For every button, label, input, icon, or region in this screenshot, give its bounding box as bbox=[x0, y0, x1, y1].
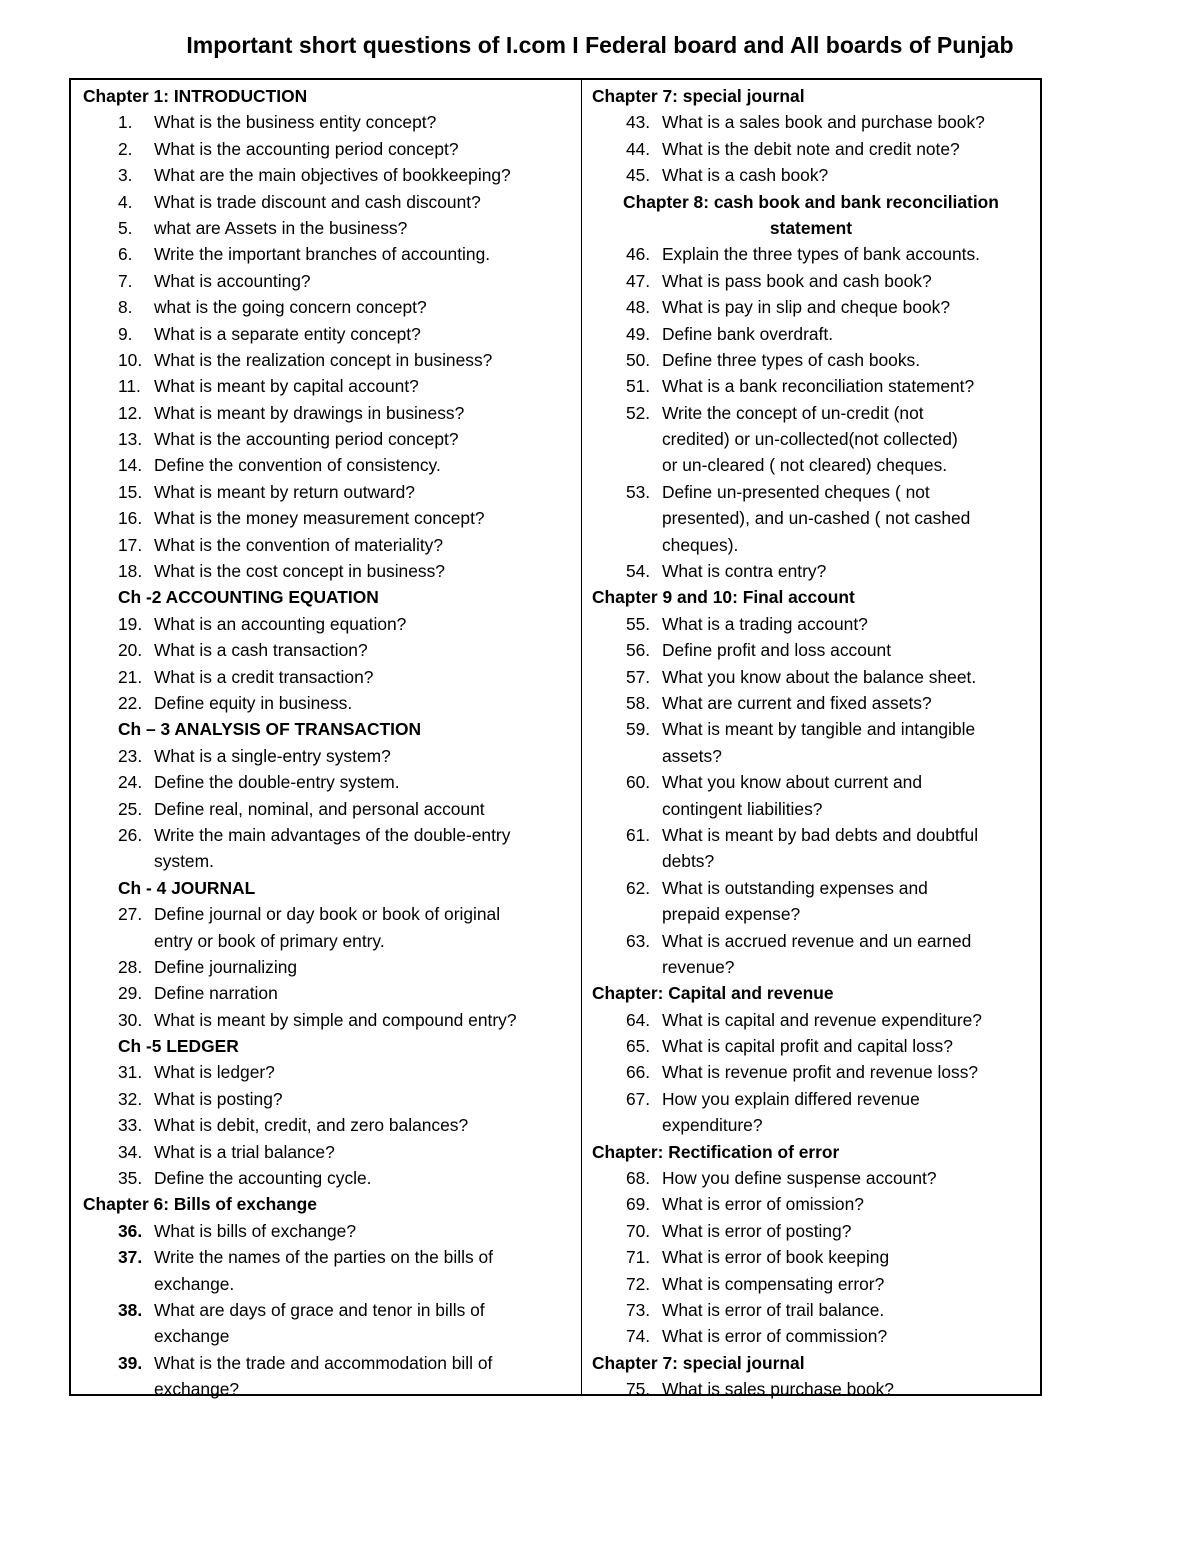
question-number: 11. bbox=[118, 376, 141, 397]
chapter-heading: Ch - 4 JOURNAL bbox=[118, 877, 256, 898]
question-number: 64. bbox=[625, 1009, 651, 1030]
question-number: 1. bbox=[118, 112, 133, 133]
question-number: 28. bbox=[118, 956, 143, 977]
question-item bbox=[582, 769, 1040, 795]
question-item bbox=[71, 1059, 581, 1085]
question-number: 61. bbox=[625, 824, 651, 845]
question-number: 13. bbox=[118, 429, 143, 450]
question-text: Define journalizing bbox=[154, 956, 298, 977]
question-number: 24. bbox=[118, 772, 143, 793]
question-item bbox=[71, 294, 581, 320]
question-text: What is the debit note and credit note? bbox=[661, 138, 960, 159]
question-number: 21. bbox=[118, 666, 143, 687]
question-number: 29. bbox=[118, 983, 143, 1004]
question-number: 39. bbox=[118, 1352, 143, 1373]
question-text: Write the concept of un-credit (not bbox=[661, 402, 924, 423]
question-number: 25. bbox=[118, 798, 143, 819]
question-number: 8. bbox=[118, 297, 133, 318]
question-item bbox=[71, 426, 581, 452]
question-number: 67. bbox=[625, 1088, 651, 1109]
question-item bbox=[71, 452, 581, 478]
question-item bbox=[582, 1007, 1040, 1033]
question-number: 6. bbox=[118, 244, 133, 265]
question-continuation bbox=[582, 954, 1040, 980]
question-item bbox=[71, 400, 581, 426]
question-continuation bbox=[71, 928, 581, 954]
question-text: What is a credit transaction? bbox=[154, 666, 374, 687]
question-continuation bbox=[582, 743, 1040, 769]
question-item bbox=[582, 479, 1040, 505]
question-item bbox=[71, 637, 581, 663]
chapter-heading: Chapter 1: INTRODUCTION bbox=[83, 86, 308, 106]
left-column bbox=[71, 80, 582, 1400]
question-item bbox=[582, 1323, 1040, 1349]
question-number: 54. bbox=[625, 561, 651, 582]
question-text: entry or book of primary entry. bbox=[154, 930, 385, 951]
question-text: What is a sales book and purchase book? bbox=[661, 112, 985, 133]
question-text: What is the accounting period concept? bbox=[154, 429, 459, 450]
question-number: 73. bbox=[625, 1299, 651, 1320]
question-text: What is the business entity concept? bbox=[154, 112, 437, 133]
question-text: What is an accounting equation? bbox=[154, 613, 407, 634]
question-item bbox=[582, 690, 1040, 716]
question-text: What you know about the balance sheet. bbox=[661, 666, 977, 687]
question-text: What is error of commission? bbox=[661, 1326, 888, 1347]
question-item bbox=[582, 1033, 1040, 1059]
question-item bbox=[582, 162, 1040, 188]
question-item bbox=[71, 373, 581, 399]
question-text: assets? bbox=[661, 745, 722, 766]
question-text: what is the going concern concept? bbox=[154, 297, 427, 318]
question-text: What is accounting? bbox=[154, 270, 311, 291]
question-number: 7. bbox=[118, 270, 133, 291]
question-text: Define journal or day book or book of original bbox=[154, 904, 501, 925]
question-item bbox=[582, 268, 1040, 294]
question-continuation bbox=[582, 1112, 1040, 1138]
question-text: Define un-presented cheques ( not bbox=[661, 481, 930, 502]
question-text: What is outstanding expenses and bbox=[661, 877, 928, 898]
question-continuation bbox=[71, 848, 581, 874]
question-item bbox=[582, 1244, 1040, 1270]
question-text: Write the names of the parties on the bills of bbox=[154, 1247, 493, 1268]
question-item bbox=[71, 796, 581, 822]
question-number: 65. bbox=[625, 1036, 651, 1057]
question-text: presented), and un-cashed ( not cashed bbox=[661, 508, 971, 529]
questions-table bbox=[69, 78, 1042, 1400]
question-number: 58. bbox=[625, 692, 651, 713]
question-text: exchange. bbox=[154, 1273, 235, 1294]
question-text: What is the trade and accommodation bill of bbox=[154, 1352, 493, 1373]
question-number: 68. bbox=[625, 1168, 651, 1189]
question-number: 51. bbox=[625, 376, 651, 397]
question-text: What is debit, credit, and zero balances? bbox=[154, 1115, 469, 1136]
question-text: What is ledger? bbox=[154, 1062, 275, 1083]
chapter-heading: Chapter 7: special journal bbox=[591, 1352, 805, 1373]
question-item bbox=[71, 1244, 581, 1270]
question-number: 10. bbox=[118, 349, 143, 370]
question-number: 66. bbox=[625, 1062, 651, 1083]
question-text: What is trade discount and cash discount? bbox=[154, 191, 481, 212]
question-text: What is a trial balance? bbox=[154, 1141, 335, 1162]
question-item bbox=[582, 716, 1040, 742]
question-text: What is the accounting period concept? bbox=[154, 138, 459, 159]
question-continuation bbox=[582, 426, 1040, 452]
question-text: expenditure? bbox=[661, 1115, 763, 1136]
question-item bbox=[71, 1350, 581, 1376]
question-text: Define bank overdraft. bbox=[661, 323, 834, 344]
question-text: What is meant by bad debts and doubtful bbox=[661, 824, 979, 845]
question-item bbox=[71, 980, 581, 1006]
question-item bbox=[582, 321, 1040, 347]
question-number: 3. bbox=[118, 165, 133, 186]
question-number: 47. bbox=[625, 270, 651, 291]
chapter-heading: Chapter 9 and 10: Final account bbox=[591, 587, 855, 608]
question-text: Define profit and loss account bbox=[661, 640, 892, 661]
question-number: 45. bbox=[625, 165, 651, 186]
question-number: 38. bbox=[118, 1299, 143, 1320]
question-text: What is pay in slip and cheque book? bbox=[661, 297, 951, 318]
question-item bbox=[71, 1218, 581, 1244]
page-title: Important short questions of I.com I Federal board and All boards of Punjab bbox=[186, 32, 1014, 58]
question-item bbox=[71, 664, 581, 690]
question-number: 36. bbox=[118, 1220, 143, 1241]
question-text: Define the accounting cycle. bbox=[154, 1168, 372, 1189]
question-text: What is contra entry? bbox=[661, 561, 827, 582]
question-item bbox=[71, 901, 581, 927]
question-number: 12. bbox=[118, 402, 143, 423]
question-item bbox=[582, 611, 1040, 637]
question-text: What is capital and revenue expenditure? bbox=[661, 1009, 982, 1030]
question-text: What is sales purchase book? bbox=[661, 1379, 894, 1400]
question-number: 75. bbox=[625, 1379, 651, 1400]
question-text: What is error of posting? bbox=[661, 1220, 852, 1241]
question-item bbox=[71, 558, 581, 584]
question-item bbox=[71, 1139, 581, 1165]
question-continuation bbox=[71, 1323, 581, 1349]
question-item bbox=[582, 347, 1040, 373]
question-text: What is a cash book? bbox=[661, 165, 829, 186]
question-text: What is the realization concept in business? bbox=[154, 349, 493, 370]
question-number: 31. bbox=[118, 1062, 143, 1083]
question-text: What is capital profit and capital loss? bbox=[661, 1036, 953, 1057]
question-item bbox=[71, 1086, 581, 1112]
question-number: 22. bbox=[118, 692, 143, 713]
right-column bbox=[582, 80, 1040, 1400]
question-text: What are the main objectives of bookkeeping? bbox=[154, 165, 511, 186]
question-item bbox=[582, 136, 1040, 162]
question-text: system. bbox=[154, 851, 214, 872]
question-number: 17. bbox=[118, 534, 143, 555]
question-item bbox=[582, 1297, 1040, 1323]
question-item bbox=[582, 928, 1040, 954]
question-item bbox=[71, 479, 581, 505]
question-text: Define three types of cash books. bbox=[661, 349, 921, 370]
question-text: What is meant by capital account? bbox=[154, 376, 419, 397]
question-text: Define real, nominal, and personal account bbox=[154, 798, 485, 819]
question-item bbox=[582, 1271, 1040, 1297]
question-item bbox=[71, 532, 581, 558]
question-text: What is the cost concept in business? bbox=[154, 561, 445, 582]
question-number: 4. bbox=[118, 191, 133, 212]
question-text: What is the convention of materiality? bbox=[154, 534, 444, 555]
question-continuation bbox=[71, 1271, 581, 1297]
question-text: debts? bbox=[661, 851, 715, 872]
question-text: What is error of book keeping bbox=[661, 1247, 890, 1268]
question-number: 70. bbox=[625, 1220, 651, 1241]
question-item bbox=[71, 1165, 581, 1191]
question-number: 69. bbox=[625, 1194, 651, 1215]
question-number: 43. bbox=[625, 112, 651, 133]
question-number: 50. bbox=[625, 349, 651, 370]
question-number: 53. bbox=[625, 481, 651, 502]
question-number: 23. bbox=[118, 745, 143, 766]
question-number: 19. bbox=[118, 613, 143, 634]
question-text: cheques). bbox=[661, 534, 739, 555]
chapter-heading: Ch -2 ACCOUNTING EQUATION bbox=[118, 587, 379, 608]
chapter-heading: Chapter 8: cash book and bank reconciliation bbox=[623, 191, 999, 212]
question-number: 59. bbox=[625, 719, 651, 740]
question-number: 32. bbox=[118, 1088, 143, 1109]
question-number: 71. bbox=[625, 1247, 651, 1268]
question-text: What is error of omission? bbox=[661, 1194, 864, 1215]
question-number: 26. bbox=[118, 824, 143, 845]
question-item bbox=[71, 822, 581, 848]
question-text: What is a single-entry system? bbox=[154, 745, 391, 766]
question-text: What is meant by simple and compound entry? bbox=[154, 1009, 517, 1030]
question-text: or un-cleared ( not cleared) cheques. bbox=[661, 455, 948, 476]
question-text: Write the important branches of accounting. bbox=[154, 244, 491, 265]
question-continuation bbox=[582, 848, 1040, 874]
question-text: Define the double-entry system. bbox=[154, 772, 400, 793]
question-item bbox=[71, 1007, 581, 1033]
question-number: 72. bbox=[625, 1273, 651, 1294]
question-item bbox=[71, 347, 581, 373]
question-text: Define the convention of consistency. bbox=[154, 455, 441, 476]
question-number: 34. bbox=[118, 1141, 143, 1162]
question-text: What is accrued revenue and un earned bbox=[661, 930, 972, 951]
chapter-heading: statement bbox=[769, 217, 853, 238]
question-item bbox=[71, 954, 581, 980]
question-item bbox=[582, 822, 1040, 848]
question-item bbox=[582, 558, 1040, 584]
question-number: 49. bbox=[625, 323, 651, 344]
question-text: what are Assets in the business? bbox=[154, 217, 408, 238]
question-number: 63. bbox=[625, 930, 651, 951]
question-item bbox=[71, 1112, 581, 1138]
question-item bbox=[71, 505, 581, 531]
question-continuation bbox=[582, 452, 1040, 478]
chapter-heading: Chapter: Rectification of error bbox=[591, 1141, 840, 1162]
question-text: What are days of grace and tenor in bills of bbox=[154, 1299, 485, 1320]
question-text: What you know about current and bbox=[661, 772, 922, 793]
question-text: What is bills of exchange? bbox=[154, 1220, 357, 1241]
question-item bbox=[582, 1218, 1040, 1244]
question-item bbox=[71, 241, 581, 267]
question-text: What is a separate entity concept? bbox=[154, 323, 421, 344]
question-text: What is pass book and cash book? bbox=[661, 270, 932, 291]
question-number: 16. bbox=[118, 508, 143, 529]
question-number: 56. bbox=[625, 640, 651, 661]
question-text: What is meant by tangible and intangible bbox=[661, 719, 976, 740]
question-number: 27. bbox=[118, 904, 143, 925]
question-number: 46. bbox=[625, 244, 651, 265]
question-continuation bbox=[582, 796, 1040, 822]
question-item bbox=[582, 241, 1040, 267]
question-item bbox=[71, 321, 581, 347]
question-number: 52. bbox=[625, 402, 651, 423]
question-item bbox=[71, 743, 581, 769]
question-text: Explain the three types of bank accounts. bbox=[661, 244, 981, 265]
question-number: 5. bbox=[118, 217, 133, 238]
question-number: 37. bbox=[118, 1247, 143, 1268]
question-item bbox=[582, 1086, 1040, 1112]
question-text: credited) or un-collected(not collected) bbox=[661, 429, 958, 450]
question-item bbox=[71, 109, 581, 135]
question-number: 74. bbox=[625, 1326, 651, 1347]
question-number: 55. bbox=[625, 613, 651, 634]
question-text: What is compensating error? bbox=[661, 1273, 885, 1294]
question-item bbox=[71, 611, 581, 637]
question-number: 35. bbox=[118, 1168, 143, 1189]
question-text: What is meant by drawings in business? bbox=[154, 402, 465, 423]
question-item bbox=[71, 136, 581, 162]
question-number: 60. bbox=[625, 772, 651, 793]
chapter-heading: Ch – 3 ANALYSIS OF TRANSACTION bbox=[118, 719, 422, 740]
question-continuation bbox=[582, 532, 1040, 558]
question-text: Define narration bbox=[154, 983, 278, 1004]
question-item bbox=[71, 215, 581, 241]
question-text: prepaid expense? bbox=[661, 904, 801, 925]
question-number: 30. bbox=[118, 1009, 143, 1030]
question-text: How you explain differed revenue bbox=[661, 1088, 920, 1109]
chapter-heading: Chapter 6: Bills of exchange bbox=[83, 1194, 317, 1215]
question-text: How you define suspense account? bbox=[661, 1168, 937, 1189]
question-item bbox=[582, 109, 1040, 135]
question-item bbox=[71, 1297, 581, 1323]
question-number: 44. bbox=[625, 138, 651, 159]
question-text: What is posting? bbox=[154, 1088, 283, 1109]
question-continuation bbox=[582, 505, 1040, 531]
question-number: 9. bbox=[118, 323, 133, 344]
question-item bbox=[71, 268, 581, 294]
question-item bbox=[582, 875, 1040, 901]
question-text: Write the main advantages of the double-entry bbox=[154, 824, 511, 845]
question-text: contingent liabilities? bbox=[661, 798, 823, 819]
question-text: What is revenue profit and revenue loss? bbox=[661, 1062, 979, 1083]
question-item bbox=[71, 189, 581, 215]
question-number: 62. bbox=[625, 877, 651, 898]
question-text: What is error of trail balance. bbox=[661, 1299, 885, 1320]
chapter-heading: Chapter 7: special journal bbox=[591, 86, 805, 106]
question-continuation bbox=[71, 1376, 581, 1402]
question-text: revenue? bbox=[661, 956, 735, 977]
question-item bbox=[71, 769, 581, 795]
question-number: 57. bbox=[625, 666, 651, 687]
question-text: What are current and fixed assets? bbox=[661, 692, 932, 713]
question-item bbox=[582, 664, 1040, 690]
question-text: exchange? bbox=[154, 1379, 240, 1400]
chapter-heading: Chapter: Capital and revenue bbox=[591, 983, 834, 1004]
question-text: What is the money measurement concept? bbox=[154, 508, 485, 529]
question-item bbox=[582, 1059, 1040, 1085]
question-number: 15. bbox=[118, 481, 143, 502]
question-number: 48. bbox=[625, 297, 651, 318]
question-number: 14. bbox=[118, 455, 143, 476]
question-text: What is a cash transaction? bbox=[154, 640, 368, 661]
question-item bbox=[582, 1165, 1040, 1191]
question-item bbox=[582, 373, 1040, 399]
question-text: Define equity in business. bbox=[154, 692, 353, 713]
question-number: 20. bbox=[118, 640, 143, 661]
question-text: What is a bank reconciliation statement? bbox=[661, 376, 975, 397]
chapter-heading: Ch -5 LEDGER bbox=[118, 1036, 239, 1057]
question-text: exchange bbox=[154, 1326, 230, 1347]
question-text: What is meant by return outward? bbox=[154, 481, 415, 502]
question-number: 2. bbox=[118, 138, 133, 159]
question-item bbox=[71, 690, 581, 716]
question-item bbox=[582, 637, 1040, 663]
question-text: What is a trading account? bbox=[661, 613, 868, 634]
question-item bbox=[71, 162, 581, 188]
question-number: 18. bbox=[118, 561, 143, 582]
question-continuation bbox=[582, 901, 1040, 927]
question-item bbox=[582, 294, 1040, 320]
question-item bbox=[582, 1191, 1040, 1217]
question-item bbox=[582, 1376, 1040, 1402]
question-item bbox=[582, 400, 1040, 426]
question-number: 33. bbox=[118, 1115, 143, 1136]
